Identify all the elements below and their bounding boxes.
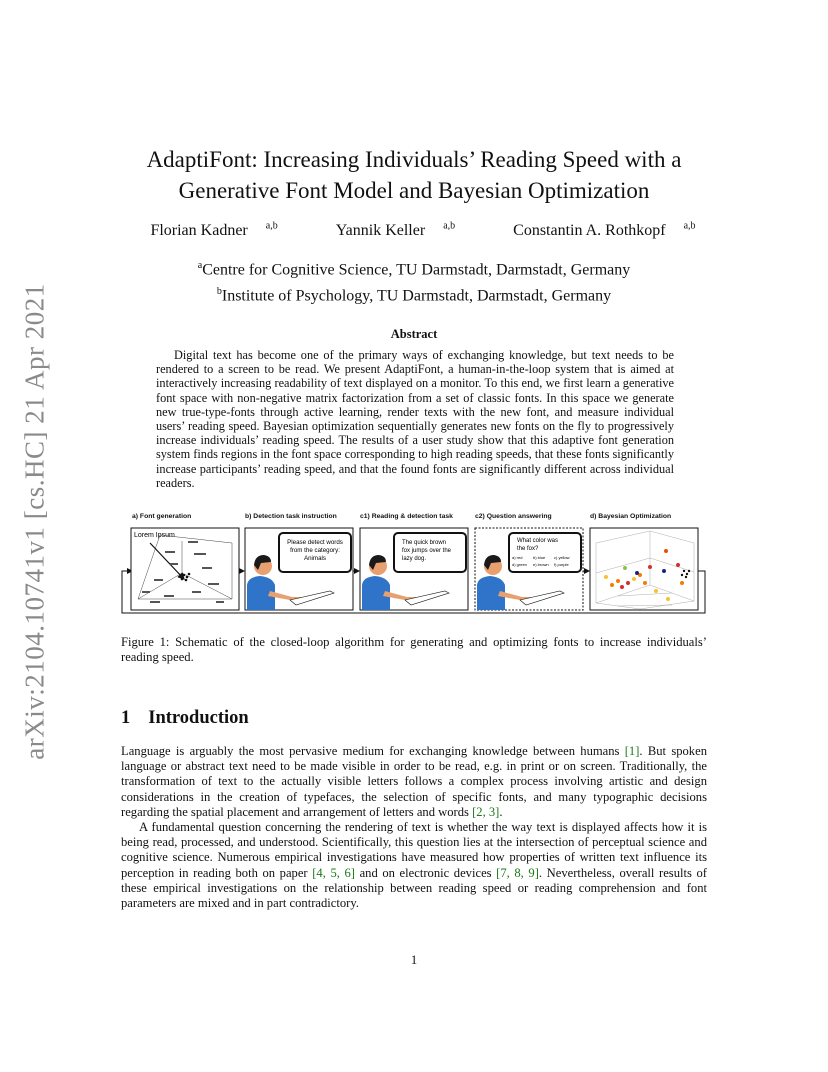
author-name: Florian Kadner	[150, 222, 248, 240]
citation-link[interactable]: [7, 8, 9]	[496, 865, 539, 880]
panel-label-detection-instruction: b) Detection task instruction	[245, 513, 337, 520]
author	[132, 222, 277, 239]
reading-line: lazy dog.	[402, 556, 427, 562]
answer-option: f) purple	[554, 562, 569, 567]
affil-sup: a	[197, 260, 203, 271]
section-number: 1	[121, 708, 131, 728]
paragraph-text: .	[499, 804, 503, 819]
abstract-text: Digital text has become one of the primary ways of exchanging knowledge, but text needs to be rendered to a screen to be read. We present AdaptiFont, a human-in-the-loop system that is aimed at interactively increasing readability of text displayed on a monitor. To this end, we first learn a generative font space with non-negative matrix factorization from a set of classic fonts. In this space we generate new true-type-fonts through active learning, render texts with the new font, and measure individual users’ reading speed. Bayesian optimization sequentially generates new fonts on the fly to progressively increase individuals’ reading speed. The results of a user study show that this adaptive font generation system finds regions in the font space corresponding to high reading speeds, that these fonts significantly increase participants’ reading speed, and that the found fonts are significantly different across individual readers.	[156, 348, 674, 490]
affiliation	[110, 281, 718, 307]
paragraph-text: . But spoken language or abstract text need to be made visible in order to be read, e.g. in print or on screen. Traditionally, the transformation of text to the actually visible letters follows a complex process involving artistic and design considerations in the creation of typefaces, the selection of specific fonts, and many typographic decisions regarding the spatial placement and arrangement of letters and words	[121, 744, 707, 819]
paragraph-text: . Nevertheless, overall results of these empirical investigations on the relationship between reading speed or reading comprehension and font parameters are mixed and in part contradictory.	[121, 865, 707, 911]
arxiv-id: arXiv:2104.10741v1 [cs.HC] 21 Apr 2021	[19, 282, 50, 760]
panel-d-frame	[590, 528, 698, 610]
citation-link[interactable]: [2, 3]	[472, 804, 500, 819]
paragraph-text: Language is arguably the most pervasive medium for exchanging knowledge between humans	[121, 744, 625, 758]
reading-line: fox jumps over the	[402, 548, 452, 554]
author-affil-sup: a,b	[265, 221, 278, 232]
section-title: Introduction	[148, 708, 249, 728]
instruction-line: Animals	[303, 555, 327, 562]
author-affil-sup: a,b	[443, 221, 456, 232]
affil-text: Centre for Cognitive Science, TU Darmstadt, Darmstadt, Germany	[202, 261, 631, 279]
font-space-title: Lorem Ipsum	[134, 532, 175, 539]
question-line: the fox?	[517, 546, 539, 552]
reading-line: The quick brown	[402, 540, 447, 546]
instruction-line: Please detect words	[287, 539, 343, 546]
author-name: Constantin A. Rothkopf	[513, 222, 666, 240]
answer-option: e) brown	[533, 562, 549, 567]
author-name: Yannik Keller	[335, 222, 426, 240]
author	[318, 222, 455, 239]
affil-sup: b	[216, 286, 222, 298]
paper-title: AdaptiFont: Increasing Individuals’ Reading Speed with a Generative Font Model and Bayesian Optimization	[146, 147, 682, 203]
panel-label-question-answering: c2) Question answering	[475, 513, 552, 520]
affiliation	[110, 255, 718, 281]
paragraph-text: A fundamental question concerning the rendering of text is whether the way text is displayed affects how it is being read, processed, and understood. Scientifically, this question lies at the intersection of perceptual science and cognitive science. Numerous empirical investigations have measured how properties of written text influence its perception in reading both on paper	[121, 820, 707, 880]
author-affil-sup: a,b	[683, 221, 696, 232]
paragraph-text: and on electronic devices	[355, 865, 497, 880]
affiliation-list	[110, 255, 718, 308]
section-heading	[121, 708, 249, 729]
citation-link[interactable]: [1]	[624, 744, 640, 758]
body-paragraph	[121, 744, 707, 820]
answer-option: d) green	[512, 562, 527, 567]
abstract-heading: Abstract	[390, 327, 438, 341]
panel-a-frame	[131, 528, 239, 610]
arxiv-stamp	[18, 282, 52, 760]
answer-option: a) red	[512, 555, 523, 560]
author-list	[110, 221, 718, 240]
section-body	[121, 744, 707, 911]
instruction-line: from the category:	[290, 547, 340, 554]
answer-option: b) blue	[533, 555, 546, 560]
panel-label-font-generation: a) Font generation	[132, 513, 192, 520]
author	[495, 222, 695, 239]
panel-label-reading-task: c1) Reading & detection task	[360, 513, 453, 520]
panel-label-bayesian-optimization: d) Bayesian Optimization	[590, 513, 672, 520]
page-number: 1	[410, 953, 418, 967]
body-paragraph	[121, 820, 707, 911]
figure-schematic	[120, 513, 708, 618]
figure-caption: Figure 1: Schematic of the closed-loop algorithm for generating and optimizing fonts to increase individuals’ reading speed.	[121, 635, 707, 664]
question-line: What color was	[517, 538, 559, 544]
affil-text: Institute of Psychology, TU Darmstadt, Darmstadt, Germany	[221, 287, 612, 305]
citation-link[interactable]: [4, 5, 6]	[312, 865, 355, 880]
answer-option: c) yellow	[554, 555, 570, 560]
figure-1	[120, 513, 708, 618]
